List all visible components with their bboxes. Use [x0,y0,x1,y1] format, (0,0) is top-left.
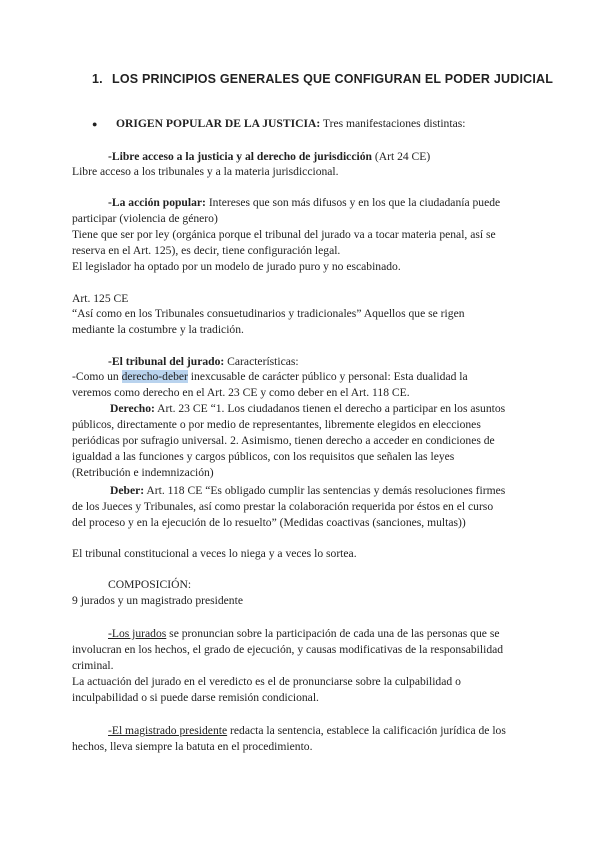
accion-line4: reserva en el Art. 125), es decir, tiene configuración legal. [72,244,341,257]
heading-text: LOS PRINCIPIOS GENERALES QUE CONFIGURAN EL PODER JUDICIAL [112,72,554,86]
tribunal-l1a: -Como un [72,370,122,383]
accion-line3: Tiene que ser por ley (orgánica porque el tribunal del jurado va a tocar materia penal, así se [72,228,496,241]
derecho-line4: igualdad a las funciones y cargos públicos, con los requisitos que señalen las leyes [72,450,455,463]
art125-title: Art. 125 CE [72,292,129,305]
derecho-line2: públicos, directamente o por medio de representantes, libremente elegidos en elecciones [72,418,481,431]
magistrado-line2: hechos, lleva siempre la batuta en el procedimiento. [72,740,313,753]
accion-line1 [108,195,500,210]
tribunal-title [108,354,299,369]
libre-acceso-line [108,149,430,164]
composicion-title: COMPOSICIÓN: [108,578,192,591]
jurados-underlined: -Los jurados [108,627,167,640]
derecho-bold: Derecho: [110,402,155,415]
accion-line5: El legislador ha optado por un modelo de jurado puro y no escabinado. [72,260,401,273]
deber-line3: del proceso y en la ejecución de lo resuelto” (Medidas coactivas (sanciones, multas)) [72,516,466,529]
derecho-rest: Art. 23 CE “1. Los ciudadanos tienen el derecho a participar en los asuntos [154,402,506,415]
bullet-icon: ● [92,119,98,129]
jurados-rest: se pronuncian sobre la participación de cada una de las personas que se [166,627,500,640]
jurados-line5: inculpabilidad o si puede darse remisión condicional. [72,691,319,704]
section-heading [92,72,572,86]
jurados-line4: La actuación del jurado en el veredicto es el de pronunciarse sobre la culpabilidad o [72,675,461,688]
bullet-bold: ORIGEN POPULAR DE LA JUSTICIA: [116,117,321,130]
accion-bold: -La acción popular: [108,196,206,209]
magistrado-rest: redacta la sentencia, establece la calificación jurídica de los [227,724,506,737]
tribunal-l1b: inexcusable de carácter público y personal: Esta dualidad la [187,370,468,383]
derecho-line3: periódicas por sufragio universal. 2. Asimismo, tienen derecho a acceder en condiciones de [72,434,495,447]
jurados-line2: involucran en los hechos, el grado de ejecución, y causas modificativas de la responsabilidad [72,643,504,656]
libre-line2: Libre acceso a los tribunales y a la materia jurisdiccional. [72,165,339,178]
bullet-rest: Tres manifestaciones distintas: [320,117,466,130]
magistrado-underlined: -El magistrado presidente [108,724,228,737]
constitucional-line: El tribunal constitucional a veces lo niega y a veces lo sortea. [72,547,357,560]
libre-bold: -Libre acceso a la justicia y al derecho de jurisdicción [108,150,372,163]
accion-rest: Intereses que son más difusos y en los que la ciudadanía puede [205,196,501,209]
derecho-line5: (Retribución e indemnización) [72,466,214,479]
magistrado-line1 [108,723,506,738]
deber-line2: de los Jueces y Tribunales, así como prestar la colaboración requerida por éstos en el curso [72,500,494,513]
deber-bold: Deber: [110,484,145,497]
deber-rest: Art. 118 CE “Es obligado cumplir las sentencias y demás resoluciones firmes [144,484,506,497]
libre-rest: (Art 24 CE) [371,150,431,163]
highlighted-text: derecho-deber [121,370,188,383]
bullet-item-origen [92,116,465,132]
tribunal-rest: Características: [224,355,299,368]
art125-line2: mediante la costumbre y la tradición. [72,323,244,336]
tribunal-line1 [72,369,468,384]
accion-line2: participar (violencia de género) [72,212,218,225]
art125-line1: “Así como en los Tribunales consuetudinarios y tradicionales” Aquellos que se rigen [72,307,465,320]
composicion-line: 9 jurados y un magistrado presidente [72,594,243,607]
tribunal-line2: veremos como derecho en el Art. 23 CE y como deber en el Art. 118 CE. [72,386,410,399]
tribunal-bold: -El tribunal del jurado: [108,355,225,368]
deber-line1 [110,483,505,498]
heading-number: 1. [92,72,103,86]
jurados-line1 [108,626,499,641]
jurados-line3: criminal. [72,659,114,672]
derecho-line1 [110,401,505,416]
